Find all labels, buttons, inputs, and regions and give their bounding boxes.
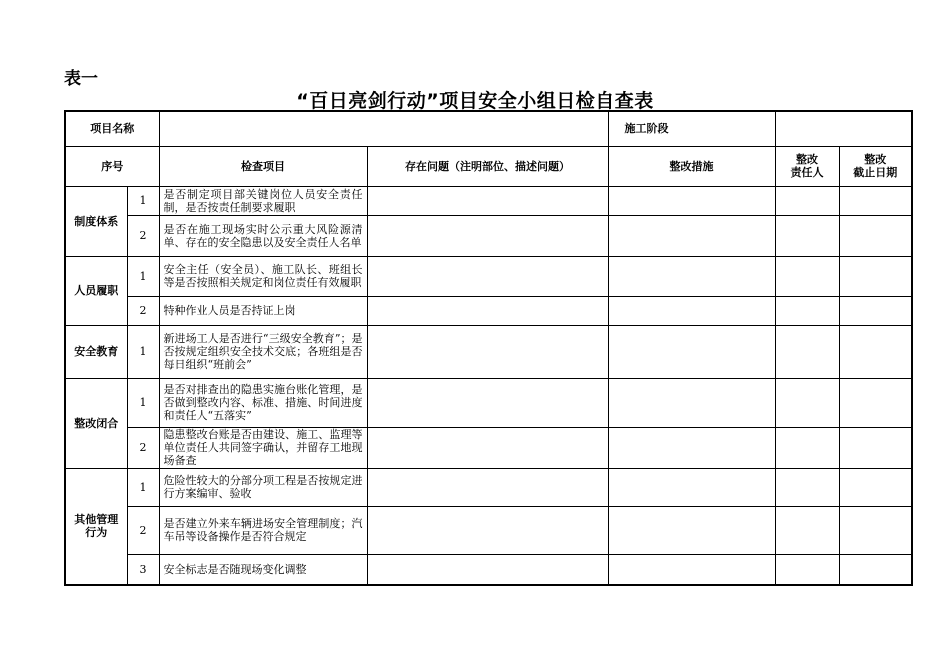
project-name-label: 项目名称 bbox=[65, 111, 159, 146]
category-cell: 整改闭合 bbox=[65, 378, 127, 468]
table-row bbox=[65, 215, 912, 256]
header-deadline-line1: 整改 bbox=[864, 153, 887, 166]
table-row bbox=[65, 506, 912, 554]
check-item-text: 特种作业人员是否持证上岗 bbox=[159, 296, 367, 325]
header-deadline-line2: 截止日期 bbox=[853, 166, 898, 179]
header-deadline bbox=[839, 146, 912, 186]
issues-cell[interactable] bbox=[367, 554, 608, 585]
table-row bbox=[65, 256, 912, 296]
check-item-text: 新进场工人是否进行“三级安全教育”；是否按规定组织安全技术交底；各班组是否每日组织“班前会” bbox=[159, 325, 367, 378]
measures-cell[interactable] bbox=[608, 506, 775, 554]
check-item-text: 安全主任（安全员）、施工队长、班组长等是否按照相关规定和岗位责任有效履职 bbox=[159, 256, 367, 296]
deadline-cell[interactable] bbox=[839, 554, 912, 585]
deadline-cell[interactable] bbox=[839, 325, 912, 378]
responsible-cell[interactable] bbox=[775, 554, 839, 585]
row-number: 2 bbox=[127, 215, 159, 256]
table-row bbox=[65, 554, 912, 585]
measures-cell[interactable] bbox=[608, 378, 775, 427]
deadline-cell[interactable] bbox=[839, 427, 912, 468]
row-number: 1 bbox=[127, 186, 159, 215]
header-measures: 整改措施 bbox=[608, 146, 775, 186]
row-number: 2 bbox=[127, 506, 159, 554]
measures-cell[interactable] bbox=[608, 468, 775, 506]
header-issues: 存在问题（注明部位、描述问题） bbox=[367, 146, 608, 186]
row-number: 1 bbox=[127, 256, 159, 296]
row-number: 3 bbox=[127, 554, 159, 585]
row-number: 1 bbox=[127, 378, 159, 427]
measures-cell[interactable] bbox=[608, 554, 775, 585]
responsible-cell[interactable] bbox=[775, 256, 839, 296]
responsible-cell[interactable] bbox=[775, 378, 839, 427]
category-cell: 安全教育 bbox=[65, 325, 127, 378]
responsible-cell[interactable] bbox=[775, 506, 839, 554]
issues-cell[interactable] bbox=[367, 215, 608, 256]
check-item-text: 是否在施工现场实时公示重大风险源清单、存在的安全隐患以及安全责任人名单 bbox=[159, 215, 367, 256]
check-item-text: 隐患整改台账是否由建设、施工、监理等单位责任人共同签字确认，并留存工地现场备查 bbox=[159, 427, 367, 468]
table-row bbox=[65, 468, 912, 506]
check-item-text: 是否对排查出的隐患实施台账化管理，是否做到整改内容、标准、措施、时间进度和责任人“五落实” bbox=[159, 378, 367, 427]
issues-cell[interactable] bbox=[367, 296, 608, 325]
check-item-text: 是否制定项目部关键岗位人员安全责任制，是否按责任制要求履职 bbox=[159, 186, 367, 215]
issues-cell[interactable] bbox=[367, 468, 608, 506]
deadline-cell[interactable] bbox=[839, 506, 912, 554]
table-label: 表一 bbox=[64, 69, 98, 89]
issues-cell[interactable] bbox=[367, 186, 608, 215]
measures-cell[interactable] bbox=[608, 296, 775, 325]
deadline-cell[interactable] bbox=[839, 215, 912, 256]
measures-cell[interactable] bbox=[608, 325, 775, 378]
responsible-cell[interactable] bbox=[775, 296, 839, 325]
deadline-cell[interactable] bbox=[839, 296, 912, 325]
issues-cell[interactable] bbox=[367, 325, 608, 378]
inspection-table bbox=[64, 110, 913, 586]
construction-stage-label: 施工阶段 bbox=[608, 111, 775, 146]
table-row bbox=[65, 186, 912, 215]
measures-cell[interactable] bbox=[608, 215, 775, 256]
table-row bbox=[65, 378, 912, 427]
construction-stage-field[interactable] bbox=[775, 111, 912, 146]
responsible-cell[interactable] bbox=[775, 325, 839, 378]
header-responsible-line2: 责任人 bbox=[790, 166, 824, 179]
header-seq: 序号 bbox=[65, 146, 159, 186]
responsible-cell[interactable] bbox=[775, 215, 839, 256]
check-item-text: 危险性较大的分部分项工程是否按规定进行方案编审、验收 bbox=[159, 468, 367, 506]
category-cell: 制度体系 bbox=[65, 186, 127, 256]
header-responsible bbox=[775, 146, 839, 186]
responsible-cell[interactable] bbox=[775, 186, 839, 215]
header-check-item: 检查项目 bbox=[159, 146, 367, 186]
measures-cell[interactable] bbox=[608, 256, 775, 296]
issues-cell[interactable] bbox=[367, 506, 608, 554]
deadline-cell[interactable] bbox=[839, 186, 912, 215]
row-number: 2 bbox=[127, 427, 159, 468]
header-responsible-line1: 整改 bbox=[796, 153, 818, 166]
project-info-row bbox=[65, 111, 912, 146]
deadline-cell[interactable] bbox=[839, 256, 912, 296]
table-row bbox=[65, 427, 912, 468]
table-row bbox=[65, 296, 912, 325]
deadline-cell[interactable] bbox=[839, 468, 912, 506]
responsible-cell[interactable] bbox=[775, 427, 839, 468]
measures-cell[interactable] bbox=[608, 186, 775, 215]
project-name-field[interactable] bbox=[159, 111, 608, 146]
issues-cell[interactable] bbox=[367, 256, 608, 296]
deadline-cell[interactable] bbox=[839, 378, 912, 427]
category-cell: 人员履职 bbox=[65, 256, 127, 325]
table-row bbox=[65, 325, 912, 378]
header-row bbox=[65, 146, 912, 186]
row-number: 1 bbox=[127, 325, 159, 378]
check-item-text: 是否建立外来车辆进场安全管理制度；汽车吊等设备操作是否符合规定 bbox=[159, 506, 367, 554]
issues-cell[interactable] bbox=[367, 427, 608, 468]
document-title: “百日亮剑行动”项目安全小组日检自查表 bbox=[296, 90, 654, 112]
check-item-text: 安全标志是否随现场变化调整 bbox=[159, 554, 367, 585]
category-cell: 其他管理行为 bbox=[65, 468, 127, 585]
measures-cell[interactable] bbox=[608, 427, 775, 468]
issues-cell[interactable] bbox=[367, 378, 608, 427]
responsible-cell[interactable] bbox=[775, 468, 839, 506]
row-number: 2 bbox=[127, 296, 159, 325]
row-number: 1 bbox=[127, 468, 159, 506]
